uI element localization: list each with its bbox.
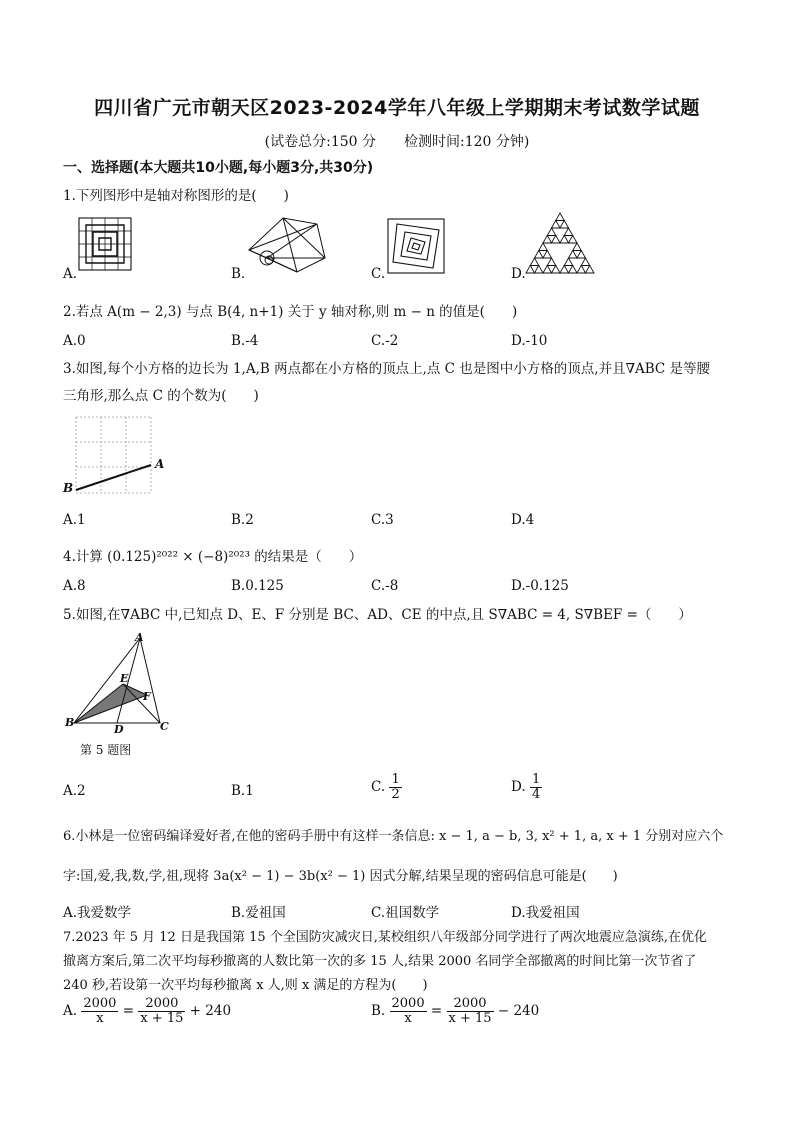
q7-line1: 7.2023 年 5 月 12 日是我国第 15 个全国防灾减灾日,某校组织八年级部分同学进行了两次地震应急演练,在优化 — [63, 930, 708, 945]
q3-label-b: B — [63, 481, 74, 495]
q5-option-d — [511, 773, 542, 802]
q7-a-fraction-right — [138, 997, 185, 1026]
q7-a-fraction-left — [81, 997, 118, 1026]
page-title: 四川省广元市朝天区2023-2024学年八年级上学期期末考试数学试题 — [94, 97, 700, 119]
q1-stem: 1.下列图形中是轴对称图形的是( ) — [63, 188, 289, 204]
q6-option-b: B.爱祖国 — [231, 905, 286, 921]
q5-option-b: B.1 — [231, 783, 254, 799]
q5-option-c-fraction — [389, 773, 401, 802]
q4-option-c: C.-8 — [371, 578, 399, 594]
q5-label-c: C — [160, 720, 169, 733]
q7-b-fraction-right — [447, 997, 494, 1026]
q5-label-b: B — [65, 716, 75, 729]
q3-option-d: D.4 — [511, 512, 535, 528]
q1-figure-a — [78, 217, 132, 271]
q4-option-b: B.0.125 — [231, 578, 284, 594]
fraction-numerator: 2000 — [447, 997, 494, 1012]
q6-stem-line1: 6.小林是一位密码编译爱好者,在他的密码手册中有这样一条信息: x − 1, a − b, 3, x² + 1, a, x + 1 分别对应六个 — [63, 829, 724, 844]
q7-option-a — [63, 997, 231, 1026]
fraction-numerator: 2000 — [138, 997, 185, 1012]
q1-option-b: B. — [231, 266, 246, 282]
q3-label-a: A — [155, 457, 165, 471]
fraction-denominator: 4 — [531, 787, 541, 802]
q7-b-rest: − 240 — [497, 1003, 540, 1019]
q5-label-a: A — [135, 631, 144, 644]
fraction-numerator: 1 — [531, 772, 541, 787]
q2-option-b: B.-4 — [231, 333, 259, 349]
equals-sign: = — [122, 1003, 135, 1019]
exam-info: (试卷总分:150 分 检测时间:120 分钟) — [264, 134, 530, 150]
q1-figure-d — [524, 211, 596, 275]
q6-option-c: C.祖国数学 — [371, 905, 440, 921]
fraction-denominator: x + 15 — [140, 1011, 184, 1026]
q3-option-c: C.3 — [371, 512, 394, 528]
q5-label-d: D — [114, 723, 124, 736]
q5-stem: 5.如图,在∇ABC 中,已知点 D、E、F 分别是 BC、AD、CE 的中点,且 S∇ABC = 4, S∇BEF =（ ） — [63, 607, 692, 623]
q5-option-d-label: D. — [511, 779, 526, 795]
q2-stem: 2.若点 A(m − 2,3) 与点 B(4, n+1) 关于 y 轴对称,则 m − n 的值是( ) — [63, 304, 518, 320]
q4-stem: 4.计算 (0.125)²⁰²² × (−8)²⁰²³ 的结果是（ ） — [63, 549, 363, 565]
q6-stem-line2: 字:国,爱,我,数,学,祖,现将 3a(x² − 1) − 3b(x² − 1) 因式分解,结果呈现的密码信息可能是( ) — [63, 869, 618, 884]
q7-b-fraction-left — [390, 997, 427, 1026]
q4-option-d: D.-0.125 — [511, 578, 569, 594]
fraction-numerator: 2000 — [83, 996, 117, 1011]
q5-label-e: E — [120, 672, 129, 685]
fraction-numerator: 2000 — [391, 996, 425, 1011]
q1-option-a: A. — [63, 266, 78, 282]
q3-stem-line2: 三角形,那么点 C 的个数为( ) — [63, 388, 259, 404]
q5-label-f: F — [143, 690, 151, 703]
q5-option-c — [371, 773, 402, 802]
fraction-denominator: x — [404, 1011, 412, 1026]
q2-option-a: A.0 — [63, 333, 86, 349]
equals-sign: = — [430, 1003, 443, 1019]
q5-option-d-fraction — [530, 773, 542, 802]
section-heading: 一、选择题(本大题共10小题,每小题3分,共30分) — [63, 160, 374, 176]
q7-option-a-label: A. — [63, 1003, 78, 1019]
q1-figure-b — [245, 214, 327, 274]
q2-option-d: D.-10 — [511, 333, 548, 349]
q7-line2: 撤离方案后,第二次平均每秒撤离的人数比第一次的多 15 人,结果 2000 名同学全部撤离的时间比第一次节省了 — [63, 954, 697, 969]
q5-option-c-label: C. — [371, 779, 386, 795]
fraction-denominator: x — [96, 1011, 104, 1026]
q3-option-b: B.2 — [231, 512, 254, 528]
q1-figure-c — [387, 218, 445, 274]
q3-stem-line1: 3.如图,每个小方格的边长为 1,A,B 两点都在小方格的顶点上,点 C 也是图中小方格的顶点,并且∇ABC 是等腰 — [63, 361, 711, 377]
q2-option-c: C.-2 — [371, 333, 399, 349]
q7-option-b — [371, 997, 539, 1026]
fraction-denominator: 2 — [391, 787, 400, 802]
q1-option-d: D. — [511, 266, 526, 282]
q7-line3: 240 秒,若设第一次平均每秒撤离 x 人,则 x 满足的方程为( ) — [63, 978, 428, 993]
q6-option-a: A.我爱数学 — [63, 905, 132, 921]
q5-option-a: A.2 — [63, 783, 86, 799]
q5-figure-caption: 第 5 题图 — [80, 743, 132, 757]
q7-a-rest: + 240 — [189, 1003, 232, 1019]
fraction-denominator: x + 15 — [448, 1011, 492, 1026]
q4-option-a: A.8 — [63, 578, 86, 594]
q6-option-d: D.我爱祖国 — [511, 905, 580, 921]
q7-option-b-label: B. — [371, 1003, 386, 1019]
fraction-numerator: 1 — [391, 772, 400, 787]
q3-option-a: A.1 — [63, 512, 86, 528]
q1-option-c: C. — [371, 266, 386, 282]
